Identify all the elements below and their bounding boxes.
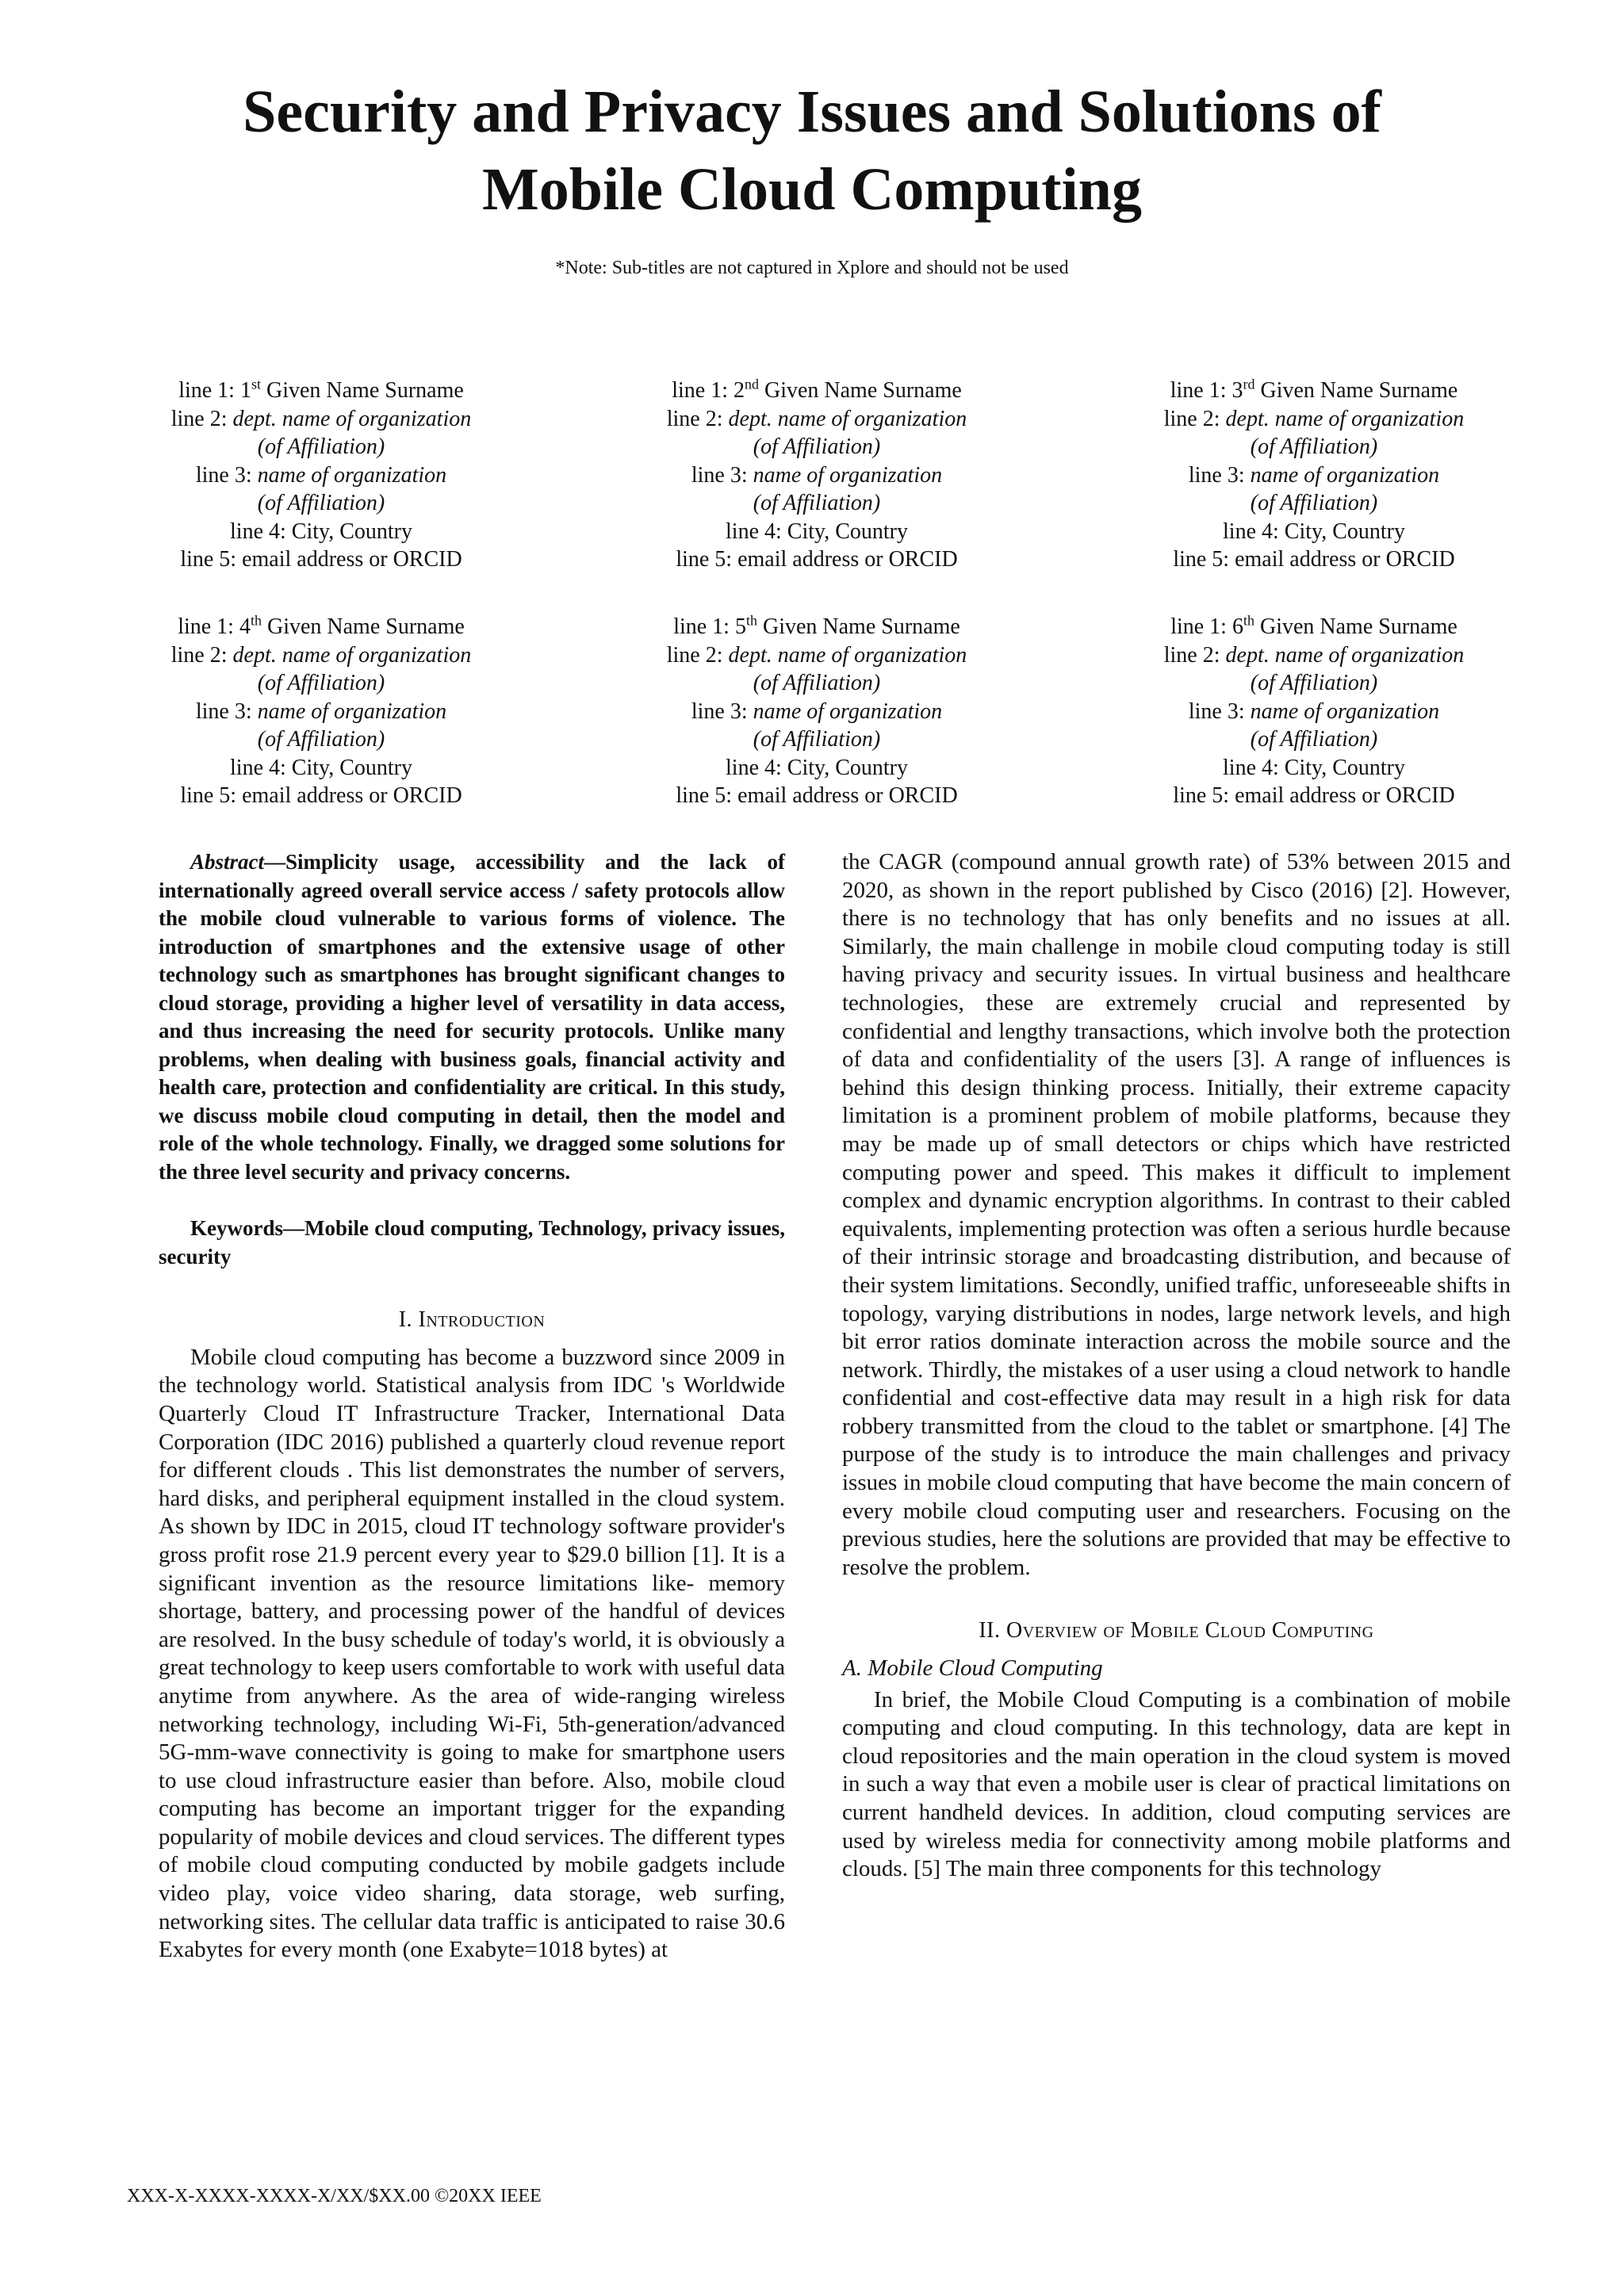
section-2-heading: II. Overview of Mobile Cloud Computing bbox=[979, 1618, 1374, 1644]
title-line-1: Security and Privacy Issues and Solutions of bbox=[243, 78, 1381, 145]
author-block-1: line 1: 1st Given Name Surname line 2: dept. name of organization (of Affiliation) line 3: name of organization (of Affiliation) line 4: City, Country line 5: email address or ORCID bbox=[170, 376, 472, 572]
abstract-label: Abstract bbox=[190, 850, 265, 874]
intro-paragraph-1: Mobile cloud computing has become a buzzword since 2009 in the technology world. Statistical analysis from IDC 's Worldwide Quarterly Cloud IT Infrastructure Tracker, International Data Corporation (IDC 2016) published a quarterly cloud revenue report for different clouds . This list demonstrates the number of servers, hard disks, and peripheral equipment installed in the cloud system. As shown by IDC in 2015, cloud IT technology software provider's gross profit rose 21.9 percent every year to $29.0 billion [1]. It is a significant invention as the resource limitations like- memory shortage, battery, and processing power of the handful of devices are resolved. In the busy schedule of today's world, it is obviously a great technology to keep users comfortable to work with useful data anytime from anywhere. As the area of wide-ranging wireless networking technology, including Wi-Fi, 5th-generation/advanced 5G-mm-wave connectivity is going to make for smartphone users to use cloud infrastructure easier than before. Also, mobile cloud computing has become an important trigger for the expanding popularity of mobile devices and cloud services. The different types of mobile cloud computing conducted by mobile gadgets include video play, voice video sharing, data storage, web surfing, networking sites. The cellular data traffic is anticipated to raise 30.6 Exabytes for every month (one Exabyte=1018 bytes) at bbox=[159, 1344, 785, 1963]
abstract: Abstract—Simplicity usage, accessibility and the lack of internationally agreed overall service access / safety protocols allow the mobile cloud vulnerable to various forms of violence. The introduction of smartphones and the extensive usage of other technology such as smartphones has brought significant changes to cloud storage, providing a higher level of versatility in data access, and thus increasing the need for security protocols. Unlike many problems, when dealing with business goals, financial activity and health care, protection and confidentiality are critical. In this study, we discuss mobile cloud computing in detail, then the model and role of the whole technology. Finally, we dragged some solutions for the three level security and privacy concerns. bbox=[159, 850, 785, 1184]
right-column bbox=[842, 848, 1511, 1884]
author-block-6: line 1: 6th Given Name Surname line 2: dept. name of organization (of Affiliation) line 3: name of organization (of Affiliation) line 4: City, Country line 5: email address or ORCID bbox=[1163, 612, 1465, 808]
intro-paragraph-2: the CAGR (compound annual growth rate) of 53% between 2015 and 2020, as shown in the report published by Cisco (2016) [2]. However, there is no technology that has only benefits and no issues at all. Similarly, the main challenge in mobile cloud computing today is still having privacy and security issues. In virtual business and healthcare technologies, these are extremely crucial and represented by confidential and lengthy transactions, which involve both the protection of data and confidentiality of the users [3]. A range of influences is behind this design thinking process. Initially, their extreme capacity limitation is a prominent problem of mobile platforms, because they may be made up of small detectors or chips which have restricted computing power and speed. This makes it difficult to implement complex and dynamic encryption algorithms. In contrast to their cabled equivalents, implementing protection was often a serious hurdle because of their intrinsic storage and broadcasting distribution, and because of their system limitations. Secondly, unified traffic, unforeseeable shifts in topology, varying distributions in nodes, large network levels, and high bit error ratios dominate interaction across the mobile source and the network. Thirdly, the mistakes of a user using a cloud network to handle confidential and cost-effective data may result in a high risk for data robbery transmitted from the cloud to the tablet or smartphone. [4] The purpose of the study is to introduce the main challenges and privacy issues in mobile cloud computing that have become the main concern of every mobile cloud computing user and researchers. Focusing on the previous studies, here the solutions are provided that may be effective to resolve the problem. bbox=[842, 849, 1511, 1580]
section-1-heading: I. Introduction bbox=[398, 1307, 546, 1333]
overview-paragraph-1: In brief, the Mobile Cloud Computing is a combination of mobile computing and cloud computing. In this technology, data are kept in cloud repositories and the main operation in the cloud system is moved in such a way that even a mobile user is clear of practical limitations on current handheld devices. In addition, cloud computing services are used by wireless media for connectivity among mobile platforms and clouds. [5] The main three components for this technology bbox=[842, 1686, 1511, 1882]
keywords: Keywords—Mobile cloud computing, Technology, privacy issues, security bbox=[159, 1216, 785, 1269]
paper-title bbox=[119, 73, 1505, 228]
subsection-a-heading: A. Mobile Cloud Computing bbox=[842, 1655, 1103, 1682]
author-block-3: line 1: 3rd Given Name Surname line 2: dept. name of organization (of Affiliation) line 3: name of organization (of Affiliation) line 4: City, Country line 5: email address or ORCID bbox=[1163, 376, 1465, 572]
author-block-4: line 1: 4th Given Name Surname line 2: dept. name of organization (of Affiliation) line 3: name of organization (of Affiliation) line 4: City, Country line 5: email address or ORCID bbox=[170, 612, 472, 808]
author-block-2: line 1: 2nd Given Name Surname line 2: dept. name of organization (of Affiliation) line 3: name of organization (of Affiliation) line 4: City, Country line 5: email address or ORCID bbox=[666, 376, 967, 572]
copyright-footer: XXX-X-XXXX-XXXX-X/XX/$XX.00 ©20XX IEEE bbox=[127, 2186, 542, 2206]
left-column bbox=[159, 848, 785, 1965]
subtitle-note: *Note: Sub-titles are not captured in Xplore and should not be used bbox=[555, 258, 1069, 278]
abstract-text: Simplicity usage, accessibility and the lack of internationally agreed overall service access / safety protocols allow the mobile cloud vulnerable to various forms of violence. The introduction of smartphones and the extensive usage of other technology such as smartphones has brought significant changes to cloud storage, providing a higher level of versatility in data access, and thus increasing the need for security protocols. Unlike many problems, when dealing with business goals, financial activity and health care, protection and confidentiality are critical. In this study, we discuss mobile cloud computing in detail, then the model and role of the whole technology. Finally, we dragged some solutions for the three level security and privacy concerns. bbox=[159, 850, 785, 1184]
title-line-2: Mobile Cloud Computing bbox=[482, 156, 1142, 223]
author-block-5: line 1: 5th Given Name Surname line 2: dept. name of organization (of Affiliation) line 3: name of organization (of Affiliation) line 4: City, Country line 5: email address or ORCID bbox=[666, 612, 967, 808]
